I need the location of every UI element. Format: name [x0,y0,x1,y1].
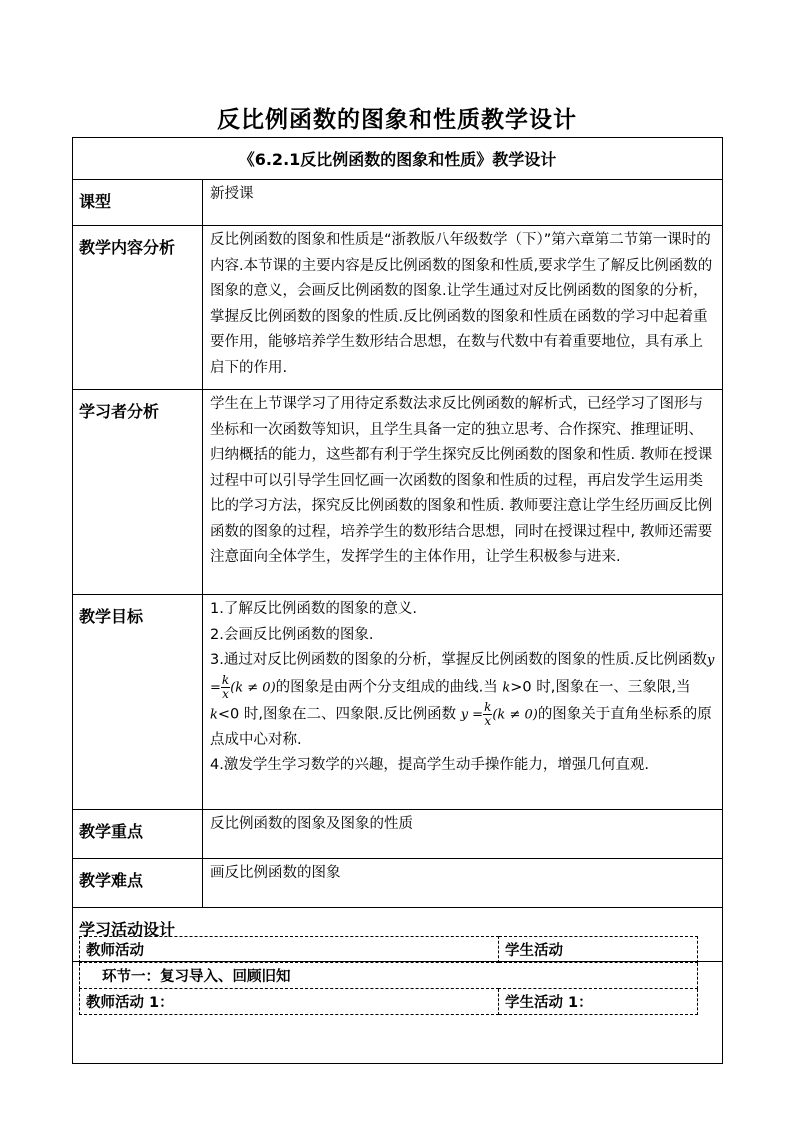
variable-k: k [502,680,511,695]
document-title: 反比例函数的图象和性质教学设计 [217,107,577,133]
value-lesson-type: 新授课 [203,180,723,226]
label-lesson-type: 课型 [73,180,203,226]
value-teaching-focus: 反比例函数的图象及图象的性质 [203,810,723,859]
section-one-title: 环节一：复习导入、回顾旧知 [80,963,698,989]
value-learner-analysis: 学生在上节课学习了用待定系数法求反比例函数的解析式，已经学习了图形与坐标和一次函数等知识，且学生具备一定的独立思考、合作探究、推理证明、归纳概括的能力，这些都有利于学生探究反比例函数的图象和性质. 教师在授课过程中可以引导学生回忆画一次函数的图象和性质的过程，再启发学生运用类比的学习方法，探究反比例函数的图象和性质. 教师要注意让学生经历画反比例函数的图象的过程，培养学生的数形结合思想，同时在授课过程中, 教师还需要注意面向全体学生，发挥学生的主体作用，让学生积极参与进来. [203,390,723,595]
row-teaching-focus [73,810,723,859]
row-teaching-goals [73,595,723,810]
value-content-analysis: 反比例函数的图象和性质是“浙教版八年级数学（下）”第六章第二节第一课时的内容.本节课的主要内容是反比例函数的图象和性质,要求学生了解反比例函数的图象的意义，会画反比例函数的图象.让学生通过对反比例函数的图象的分析，掌握反比例函数的图象的性质.反比例函数的图象和性质在函数的学习中起着重要作用，能够培养学生数形结合思想，在数与代数中有着重要地位，具有承上启下的作用. [203,226,723,390]
goal-1: 1.了解反比例函数的图象的意义. [210,601,417,617]
teacher-activity-header: 教师活动 [80,937,499,963]
row-lesson-type [73,180,723,226]
goal-3: 3.通过对反比例函数的图象的分析，掌握反比例函数的图象的性质.反比例函数y = $\frac{k}{x}$ (k ≠ 0)的图象是由两个分支组成的曲线.当 k>0 时,图象在一、三象限,当 k<0 时,图象在二、四象限.反比例函数 y = $\frac{k}{x}$ (k ≠ 0)的图象关于直角坐标系的原点成中心对称. [210,652,715,748]
row-teaching-difficulty [73,859,723,908]
goal-4: 4.激发学生学习数学的兴趣，提高学生动手操作能力，增强几何直观. [210,757,649,773]
label-content-analysis: 教学内容分析 [73,226,203,390]
formula-y: y = [210,653,715,695]
label-learner-analysis: 学习者分析 [73,390,203,595]
label-activity-design: 学习活动设计 [73,908,723,962]
formula-condition: (k ≠ 0) [230,680,276,695]
label-teaching-goals: 教学目标 [73,595,203,810]
fraction-k-over-x: $\frac{k}{x}$ [221,672,230,701]
activity-section-row [80,963,698,989]
teacher-activity-1: 教师活动 1： [80,989,499,1015]
activity-header-row [80,937,698,963]
activity-row-1 [80,989,698,1015]
label-teaching-difficulty: 教学难点 [73,859,203,908]
value-teaching-difficulty: 画反比例函数的图象 [203,859,723,908]
student-activity-header: 学生活动 [499,937,698,963]
student-activity-1: 学生活动 1： [499,989,698,1015]
formula-y: y = [460,707,484,722]
lesson-plan-table [72,137,723,1064]
activity-table [79,936,698,1015]
value-teaching-goals [203,595,723,810]
row-content-analysis [73,226,723,390]
row-learner-analysis [73,390,723,595]
fraction-k-over-x: $\frac{k}{x}$ [484,699,492,728]
lesson-subtitle: 《6.2.1反比例函数的图象和性质》教学设计 [73,138,723,180]
formula-condition: (k ≠ 0) [492,707,538,722]
variable-k: k [210,707,218,722]
goal-2: 2.会画反比例函数的图象. [210,626,374,643]
label-teaching-focus: 教学重点 [73,810,203,859]
